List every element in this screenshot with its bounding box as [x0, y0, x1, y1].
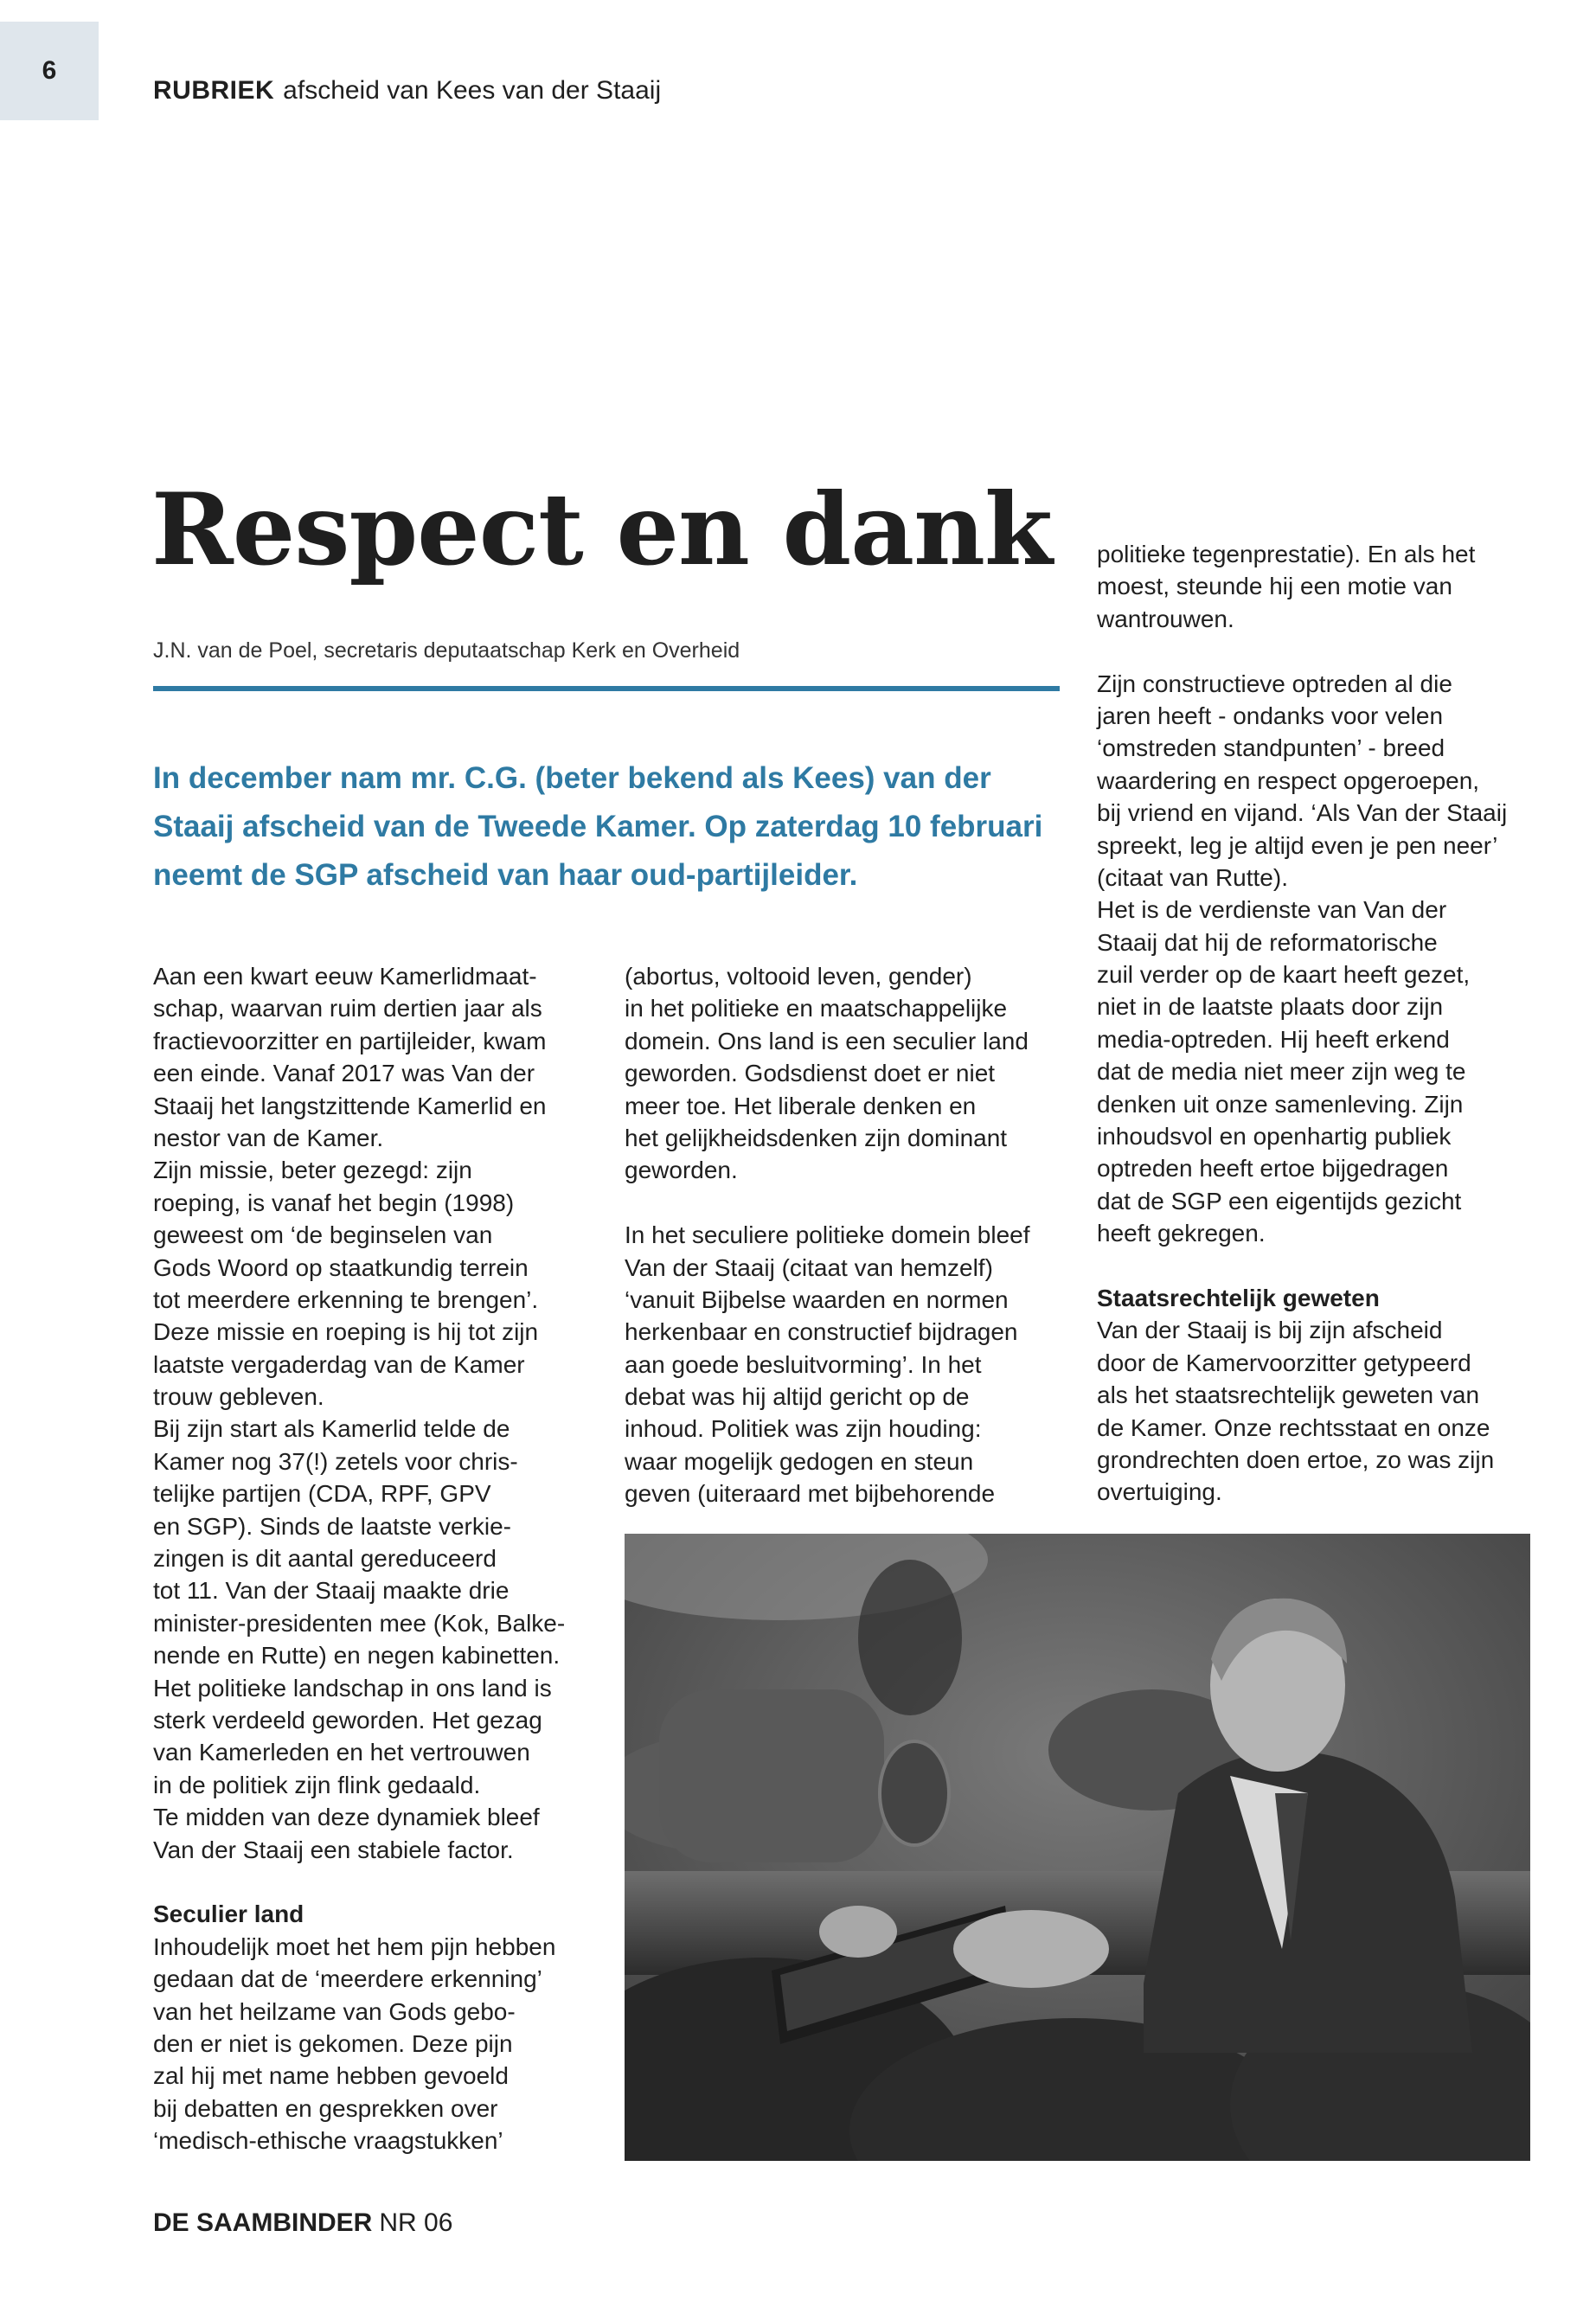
text-line: (abortus, voltooid leven, gender) [625, 963, 972, 990]
text-line: domein. Ons land is een seculier land [625, 1027, 1029, 1054]
text-line: nestor van de Kamer. [153, 1124, 384, 1151]
text-line: van Kamerleden en het vertrouwen [153, 1739, 530, 1766]
article-title: Respect en dank [151, 471, 1053, 587]
text-line: heeft gekregen. [1097, 1220, 1266, 1247]
text-line: herkenbaar en constructief bijdragen [625, 1318, 1018, 1346]
page-number-tab [0, 22, 99, 120]
col1-paragraphs [153, 960, 603, 1866]
text-line: door de Kamervoorzitter getypeerd [1097, 1349, 1471, 1376]
text-line: Kamer nog 37(!) zetels voor chris- [153, 1447, 518, 1475]
spacer [625, 1187, 1074, 1219]
text-line: Het is de verdienste van Van der [1097, 896, 1447, 924]
text-line: telijke partijen (CDA, RPF, GPV [153, 1480, 491, 1508]
text-line: fractievoorzitter en partijleider, kwam [153, 1027, 547, 1054]
text-column-1 [153, 960, 603, 2157]
col3b-paragraphs [1097, 668, 1564, 1250]
title-divider [153, 686, 1060, 691]
text-line: den er niet is gekomen. Deze pijn [153, 2029, 513, 2057]
text-line: Van der Staaij (citaat van hemzelf) [625, 1253, 993, 1281]
text-line: zuil verder op de kaart heeft gezet, [1097, 961, 1471, 989]
text-line: inhoud. Politiek was zijn houding: [625, 1415, 982, 1443]
text-line: Te midden van deze dynamiek bleef [153, 1804, 540, 1831]
text-line: In het seculiere politieke domein bleef [625, 1221, 1030, 1249]
text-line: meer toe. Het liberale denken en [625, 1092, 977, 1119]
article-intro: In december nam mr. C.G. (beter bekend als Kees) van der Staaij afscheid van de Tweede Kamer. Op zaterdag 10 februari neemt de SGP afscheid van haar oud-partijleider. [153, 761, 1043, 892]
text-line: Het politieke landschap in ons land is [153, 1674, 552, 1702]
text-line: als het staatsrechtelijk geweten van [1097, 1381, 1480, 1409]
text-line: ‘omstreden standpunten’ - breed [1097, 734, 1445, 762]
text-line: spreekt, leg je altijd even je pen neer’ [1097, 831, 1498, 859]
rubric-header [153, 76, 661, 106]
subheading-staatsrechtelijk-geweten: Staatsrechtelijk geweten [1097, 1284, 1380, 1311]
text-line: Zijn constructieve optreden al die [1097, 670, 1452, 697]
text-line: denken uit onze samenleving. Zijn [1097, 1090, 1464, 1118]
text-line: jaren heeft - ondanks voor velen [1097, 702, 1444, 729]
text-line: politieke tegenprestatie). En als het [1097, 541, 1476, 567]
text-line: Deze missie en roeping is hij tot zijn [153, 1318, 539, 1346]
text-line: geweest om ‘de beginselen van [153, 1221, 493, 1249]
article-photo [625, 1534, 1530, 2161]
text-line: zingen is dit aantal gereduceerd [153, 1545, 497, 1573]
text-line: debat was hij altijd gericht op de [625, 1383, 970, 1411]
text-line: geworden. [625, 1157, 738, 1184]
text-line: sterk verdeeld geworden. Het gezag [153, 1706, 542, 1734]
text-line: niet in de laatste plaats door zijn [1097, 993, 1444, 1021]
text-line: in de politiek zijn flink gedaald. [153, 1771, 481, 1798]
page-number: 6 [42, 56, 57, 85]
text-line: grondrechten doen ertoe, zo was zijn [1097, 1445, 1495, 1473]
text-line: tot 11. Van der Staaij maakte drie [153, 1577, 510, 1605]
text-line: tot meerdere erkenning te brengen’. [153, 1285, 539, 1313]
text-line: ‘vanuit Bijbelse waarden en normen [625, 1285, 1009, 1313]
text-line: minister-presidenten mee (Kok, Balke- [153, 1609, 566, 1637]
subheading-seculier-land: Seculier land [153, 1900, 304, 1928]
text-line: aan goede besluitvorming’. In het [625, 1350, 982, 1378]
text-line: optreden heeft ertoe bijgedragen [1097, 1155, 1449, 1183]
text-line: het gelijkheidsdenken zijn dominant [625, 1124, 1008, 1151]
col3a-paragraphs [1097, 538, 1564, 635]
text-line: dat de SGP een eigentijds gezicht [1097, 1187, 1462, 1215]
text-line: zal hij met name hebben gevoeld [153, 2062, 509, 2090]
text-line: trouw gebleven. [153, 1383, 324, 1411]
col3c-paragraphs [1097, 1314, 1564, 1508]
spacer [153, 1866, 603, 1898]
text-line: Inhoudelijk moet het hem pijn hebben [153, 1932, 556, 1960]
text-line: schap, waarvan ruim dertien jaar als [153, 995, 542, 1022]
text-line: laatste vergaderdag van de Kamer [153, 1350, 525, 1378]
page-footer [153, 2208, 452, 2238]
magazine-name: DE SAAMBINDER [153, 2208, 373, 2237]
text-line: ‘medisch-ethische vraagstukken’ [153, 2127, 503, 2155]
rubric-label: RUBRIEK [153, 76, 275, 105]
rubric-text: afscheid van Kees van der Staaij [283, 76, 662, 105]
text-line: Zijn missie, beter gezegd: zijn [153, 1157, 472, 1184]
text-line: de Kamer. Onze rechtsstaat en onze [1097, 1413, 1490, 1441]
text-line: gedaan dat de ‘meerdere erkenning’ [153, 1965, 542, 1993]
spacer [1097, 635, 1564, 667]
text-column-3 [1097, 538, 1564, 1509]
text-line: een einde. Vanaf 2017 was Van der [153, 1060, 535, 1087]
col1b-paragraphs [153, 1931, 603, 2157]
text-line: dat de media niet meer zijn weg te [1097, 1058, 1466, 1086]
text-line: Van der Staaij een stabiele factor. [153, 1836, 514, 1863]
text-column-2 [625, 960, 1074, 1510]
article-byline: J.N. van de Poel, secretaris deputaatschap Kerk en Overheid [153, 638, 740, 663]
text-line: media-optreden. Hij heeft erkend [1097, 1025, 1450, 1053]
text-line: Gods Woord op staatkundig terrein [153, 1253, 529, 1281]
text-line: van het heilzame van Gods gebo- [153, 1997, 516, 2025]
text-line: moest, steunde hij een motie van [1097, 573, 1452, 600]
text-line: Staaij dat hij de reformatorische [1097, 928, 1438, 956]
col2b-paragraphs [625, 1219, 1074, 1510]
text-line: Aan een kwart eeuw Kamerlidmaat- [153, 963, 537, 990]
text-line: geven (uiteraard met bijbehorende [625, 1480, 996, 1508]
spacer [1097, 1250, 1564, 1282]
text-line: Staaij het langstzittende Kamerlid en [153, 1092, 547, 1119]
text-line: waardering en respect opgeroepen, [1097, 766, 1480, 794]
col2a-paragraphs [625, 960, 1074, 1187]
issue-number: NR 06 [379, 2208, 453, 2237]
text-line: en SGP). Sinds de laatste verkie- [153, 1512, 511, 1540]
text-line: wantrouwen. [1097, 605, 1234, 632]
text-line: Bij zijn start als Kamerlid telde de [153, 1415, 510, 1443]
text-line: inhoudsvol en openhartig publiek [1097, 1123, 1452, 1150]
text-line: nende en Rutte) en negen kabinetten. [153, 1642, 561, 1670]
text-line: waar mogelijk gedogen en steun [625, 1447, 974, 1475]
photo-illustration [625, 1534, 1530, 2161]
text-line: in het politieke en maatschappelijke [625, 995, 1008, 1022]
text-line: geworden. Godsdienst doet er niet [625, 1060, 996, 1087]
text-line: roeping, is vanaf het begin (1998) [153, 1189, 515, 1216]
text-line: overtuiging. [1097, 1478, 1222, 1506]
text-line: Van der Staaij is bij zijn afscheid [1097, 1317, 1443, 1344]
text-line: (citaat van Rutte). [1097, 863, 1288, 891]
text-line: bij vriend en vijand. ‘Als Van der Staaij [1097, 799, 1508, 827]
text-line: bij debatten en gesprekken over [153, 2094, 498, 2122]
